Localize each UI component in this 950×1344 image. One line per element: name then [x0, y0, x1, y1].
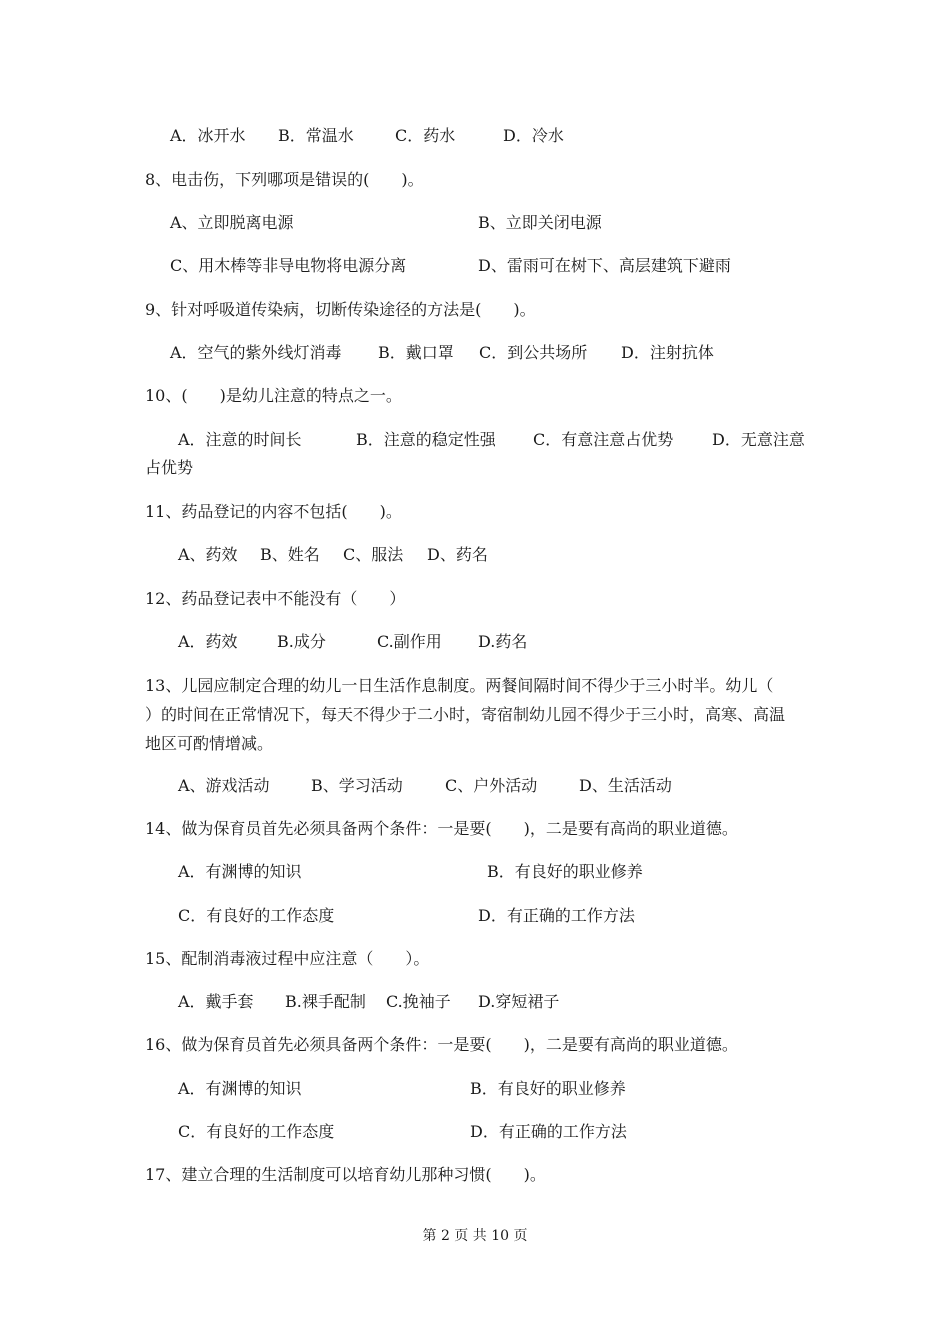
q13-option-a: A、游戏活动	[178, 776, 270, 795]
q9-option-c: C．到公共场所	[479, 343, 588, 362]
q15-stem: 15、配制消毒液过程中应注意（ ）。	[145, 949, 430, 968]
q15-option-b: B.裸手配制	[285, 992, 366, 1011]
q13-option-b: B、学习活动	[311, 776, 403, 795]
q14-option-a: A．有渊博的知识	[178, 862, 302, 881]
q8-option-d: D、雷雨可在树下、高层建筑下避雨	[478, 256, 731, 275]
q7-option-a: A．冰开水	[170, 126, 246, 145]
q12-option-a: A．药效	[178, 632, 238, 651]
q12-option-c: C.副作用	[377, 632, 442, 651]
q11-option-a: A、药效	[178, 545, 238, 564]
q11-option-b: B、姓名	[260, 545, 320, 564]
q10-option-a: A．注意的时间长	[178, 430, 302, 449]
q16-option-a: A．有渊博的知识	[178, 1079, 302, 1098]
q16-option-d: D．有正确的工作方法	[470, 1122, 627, 1141]
q12-option-d: D.药名	[478, 632, 528, 651]
q13-option-d: D、生活活动	[579, 776, 672, 795]
q16-stem: 16、做为保育员首先必须具备两个条件：一是要( )，二是要有高尚的职业道德。	[145, 1035, 738, 1054]
page-footer: 第 2 页 共 10 页	[422, 1228, 528, 1244]
q9-option-b: B．戴口罩	[378, 343, 454, 362]
q11-option-c: C、服法	[343, 545, 404, 564]
q9-stem: 9、针对呼吸道传染病，切断传染途径的方法是( )。	[145, 300, 536, 319]
q10-stem: 10、( )是幼儿注意的特点之一。	[145, 386, 402, 405]
q10-option-b: B．注意的稳定性强	[356, 430, 496, 449]
q8-option-c: C、用木棒等非导电物将电源分离	[170, 256, 407, 275]
q7-option-c: C．药水	[395, 126, 456, 145]
q14-option-b: B．有良好的职业修养	[487, 862, 643, 881]
q8-option-a: A、立即脱离电源	[170, 213, 294, 232]
q7-option-b: B．常温水	[278, 126, 354, 145]
q8-option-b: B、立即关闭电源	[478, 213, 602, 232]
q14-stem: 14、做为保育员首先必须具备两个条件：一是要( )，二是要有高尚的职业道德。	[145, 819, 738, 838]
q12-option-b: B.成分	[277, 632, 326, 651]
q13-option-c: C、户外活动	[445, 776, 538, 795]
q16-option-b: B．有良好的职业修养	[470, 1079, 626, 1098]
q9-option-a: A．空气的紫外线灯消毒	[170, 343, 342, 362]
q14-option-c: C．有良好的工作态度	[178, 906, 335, 925]
q10-option-d: D．无意注意	[712, 430, 805, 449]
q13-stem-line-1: 13、儿园应制定合理的幼儿一日生活作息制度。两餐间隔时间不得少于三小时半。幼儿（	[145, 676, 774, 695]
q11-stem: 11、药品登记的内容不包括( )。	[145, 502, 402, 521]
q17-stem: 17、建立合理的生活制度可以培育幼儿那种习惯( )。	[145, 1165, 546, 1184]
q16-option-c: C．有良好的工作态度	[178, 1122, 335, 1141]
q10-option-c: C．有意注意占优势	[533, 430, 674, 449]
q13-stem-line-3: 地区可酌情增减。	[145, 734, 274, 753]
q14-option-d: D．有正确的工作方法	[478, 906, 635, 925]
q11-option-d: D、药名	[427, 545, 488, 564]
q10-option-d-continuation: 占优势	[145, 458, 194, 477]
q8-stem: 8、电击伤，下列哪项是错误的( )。	[145, 170, 424, 189]
q15-option-c: C.挽袖子	[386, 992, 451, 1011]
q9-option-d: D．注射抗体	[621, 343, 714, 362]
q13-stem-line-2: ）的时间在正常情况下，每天不得少于二小时，寄宿制幼儿园不得少于三小时，高寒、高温	[145, 705, 786, 724]
q15-option-a: A．戴手套	[178, 992, 254, 1011]
q7-option-d: D．冷水	[503, 126, 564, 145]
q15-option-d: D.穿短裙子	[478, 992, 560, 1011]
q12-stem: 12、药品登记表中不能没有（ ）	[145, 589, 406, 608]
